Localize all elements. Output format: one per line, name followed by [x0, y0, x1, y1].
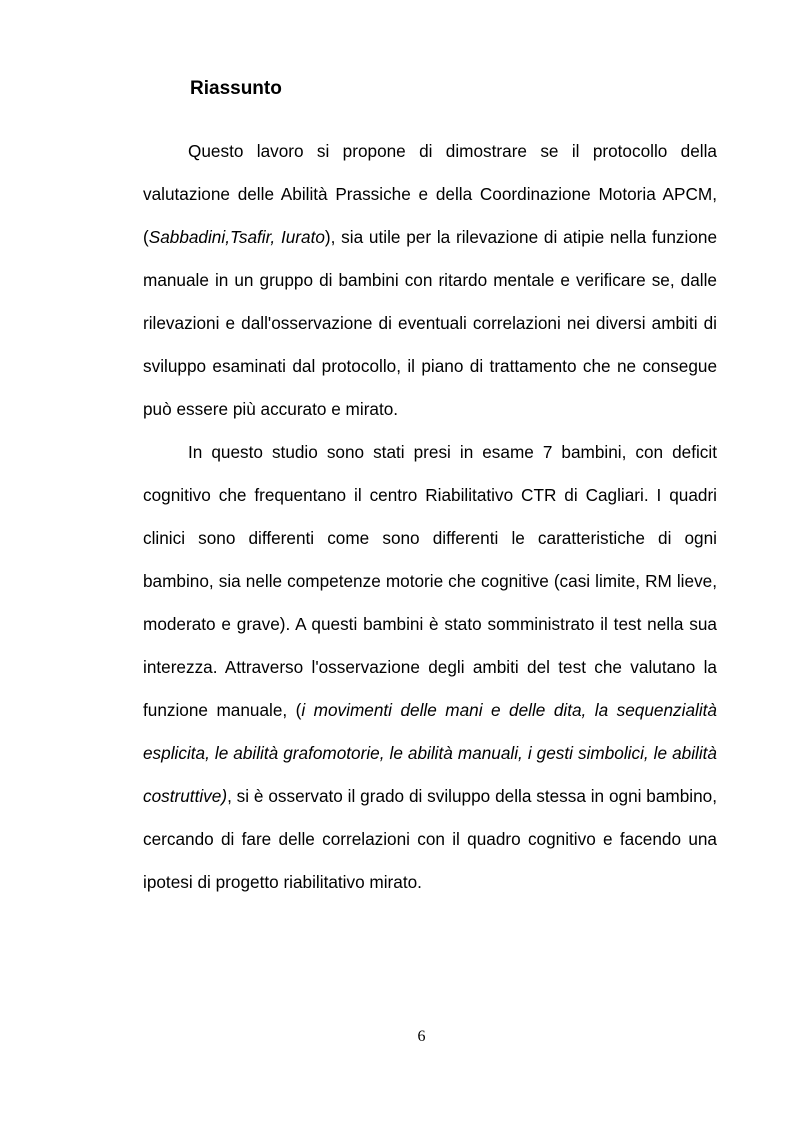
section-heading: Riassunto — [190, 78, 282, 99]
paragraph-2-text-b: , si è osservato il grado di sviluppo della stessa in ogni bambino, cercando di fare delle correlazioni con il quadro cognitivo e facendo una ipotesi di progetto riabilitativo mirato. — [143, 786, 717, 892]
paragraph-1-authors: Sabbadini,Tsafir, Iurato — [148, 227, 325, 247]
paragraph-2-test-areas: i movimenti delle mani e delle dita, la sequenzialità esplicita, le abilità grafomotorie, le abilità manuali, i gesti simbolici, le abilità costruttive) — [143, 700, 717, 806]
page-number: 6 — [417, 1028, 426, 1045]
paragraph-1 — [143, 130, 717, 431]
paragraph-2-text-a: In questo studio sono stati presi in esame 7 bambini, con deficit cognitivo che frequentano il centro Riabilitativo CTR di Cagliari. I quadri clinici sono differenti come sono differenti le caratteristiche di ogni bambino, sia nelle competenze motorie che cognitive (casi limite, RM lieve, moderato e grave). A questi bambini è stato somministrato il test nella sua interezza. Attraverso l'osservazione degli ambiti del test che valutano la funzione manuale, ( — [143, 442, 717, 720]
paragraph-2 — [143, 431, 717, 904]
paragraph-1-text-a: Questo lavoro si propone di dimostrare se il protocollo della valutazione delle Abilità Prassiche e della Coordinazione Motoria APCM, ( — [143, 141, 717, 247]
abstract-body — [143, 130, 717, 904]
paragraph-1-text-b: ), sia utile per la rilevazione di atipie nella funzione manuale in un gruppo di bambini con ritardo mentale e verificare se, dalle rilevazioni e dall'osservazione di eventuali correlazioni nei diversi ambiti di sviluppo esaminati dal protocollo, il piano di trattamento che ne consegue può essere più accurato e mirato. — [143, 227, 717, 419]
